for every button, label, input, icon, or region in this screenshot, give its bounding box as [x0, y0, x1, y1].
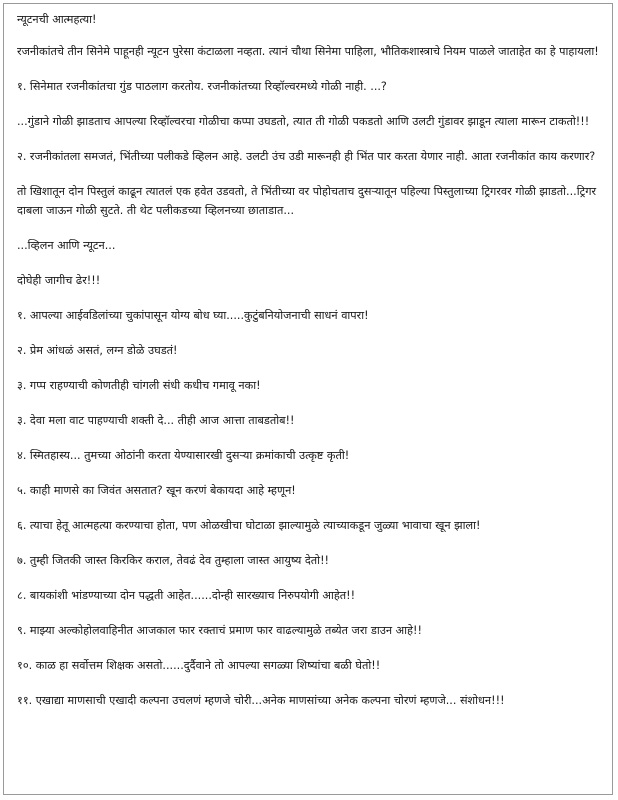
list-item: २. प्रेम आंधळं असतं, लग्न डोळे उघडतं!: [17, 344, 178, 357]
list-item: ४. स्मितहास्य... तुमच्या ओठांनी करता येण्यासारखी दुसऱ्या क्रमांकाची उत्कृष्ट कृती!: [17, 449, 350, 462]
list-item: १. आपल्या आईवडिलांच्या चुकांपासून योग्य बोध घ्या.....कुटुंबनियोजनाची साधनं वापरा!: [17, 309, 369, 322]
list-item: ७. तुम्ही जितकी जास्त किरकिर कराल, तेवढं देव तुम्हाला जास्त आयुष्य देतो!!: [17, 554, 330, 567]
list-item: ९. माझ्या अल्कोहोलवाहिनीत आजकाल फार रक्ताचं प्रमाण फार वाढल्यामुळे तब्येत जरा डाउन आहे!!: [17, 624, 422, 637]
paragraph: रजनीकांतचे तीन सिनेमे पाहूनही न्यूटन पुरेसा कंटाळला नव्हता. त्यानं चौथा सिनेमा पाहिला, भौतिकशास्त्राचे नियम पाळले जाताहेत का हे पाहायला!: [17, 45, 599, 58]
paragraph: १. सिनेमात रजनीकांतचा गुंड पाठलाग करतोय. रजनीकांतच्या रिव्हॉल्वरमध्ये गोळी नाही. ...?: [17, 80, 387, 93]
paragraph: ...व्हिलन आणि न्यूटन...: [17, 239, 116, 252]
list-item: ५. काही माणसे का जिवंत असतात? खून करणं बेकायदा आहे म्हणून!: [17, 484, 296, 497]
list-item: ६. त्याचा हेतू आत्महत्या करण्याचा होता, पण ओळखीचा घोटाळा झाल्यामुळे त्याच्याकडून जुळ्या भावाचा खून झाला!: [17, 519, 481, 532]
list-item: ८. बायकांशी भांडण्याच्या दोन पद्धती आहेत......दोन्ही सारख्याच निरुपयोगी आहेत!!: [17, 589, 356, 602]
paragraph: ...गुंडाने गोळी झाडताच आपल्या रिव्हॉल्वरचा गोळीचा कप्पा उघडतो, त्यात ती गोळी पकडतो आणि उलटी गुंडावर झाडून त्याला मारून टाकतो!!!: [17, 115, 590, 128]
list-item: ११. एखाद्या माणसाची एखादी कल्पना उचलणं म्हणजे चोरी...अनेक माणसांच्या अनेक कल्पना चोरणं म्हणजे... संशोधन!!!: [17, 694, 505, 707]
paragraph: दोघेही जागीच ढेर!!!: [17, 274, 101, 287]
list-item: १०. काळ हा सर्वोत्तम शिक्षक असतो......दुर्दैवाने तो आपल्या सगळ्या शिष्यांचा बळी घेतो!!: [17, 659, 381, 672]
document-page: [3, 3, 613, 795]
list-item: ३. गप्प राहण्याची कोणतीही चांगली संधी कधीच गमावू नका!: [17, 379, 261, 392]
document-title: न्यूटनची आत्महत्या!: [17, 13, 97, 26]
paragraph: २. रजनीकांतला समजतं, भिंतीच्या पलीकडे व्हिलन आहे. उलटी उंच उडी मारूनही ही भिंत पार करता येणार नाही. आता रजनीकांत काय करणार?: [17, 150, 596, 163]
list-item: ३. देवा मला वाट पाहण्याची शक्ती दे... तीही आज आत्ता ताबडतोब!!: [17, 414, 295, 427]
paragraph: तो खिशातून दोन पिस्तुलं काढून त्यातलं एक हवेत उडवतो, ते भिंतीच्या वर पोहोचताच दुसऱ्यातून पहिल्या पिस्तुलाच्या ट्रिगरवर गोळी झाडतो...ट्रिगर दाबला जाऊन गोळी सुटते. ती थेट पलीकडच्या व्हिलनच्या छाताडात...: [17, 185, 597, 217]
